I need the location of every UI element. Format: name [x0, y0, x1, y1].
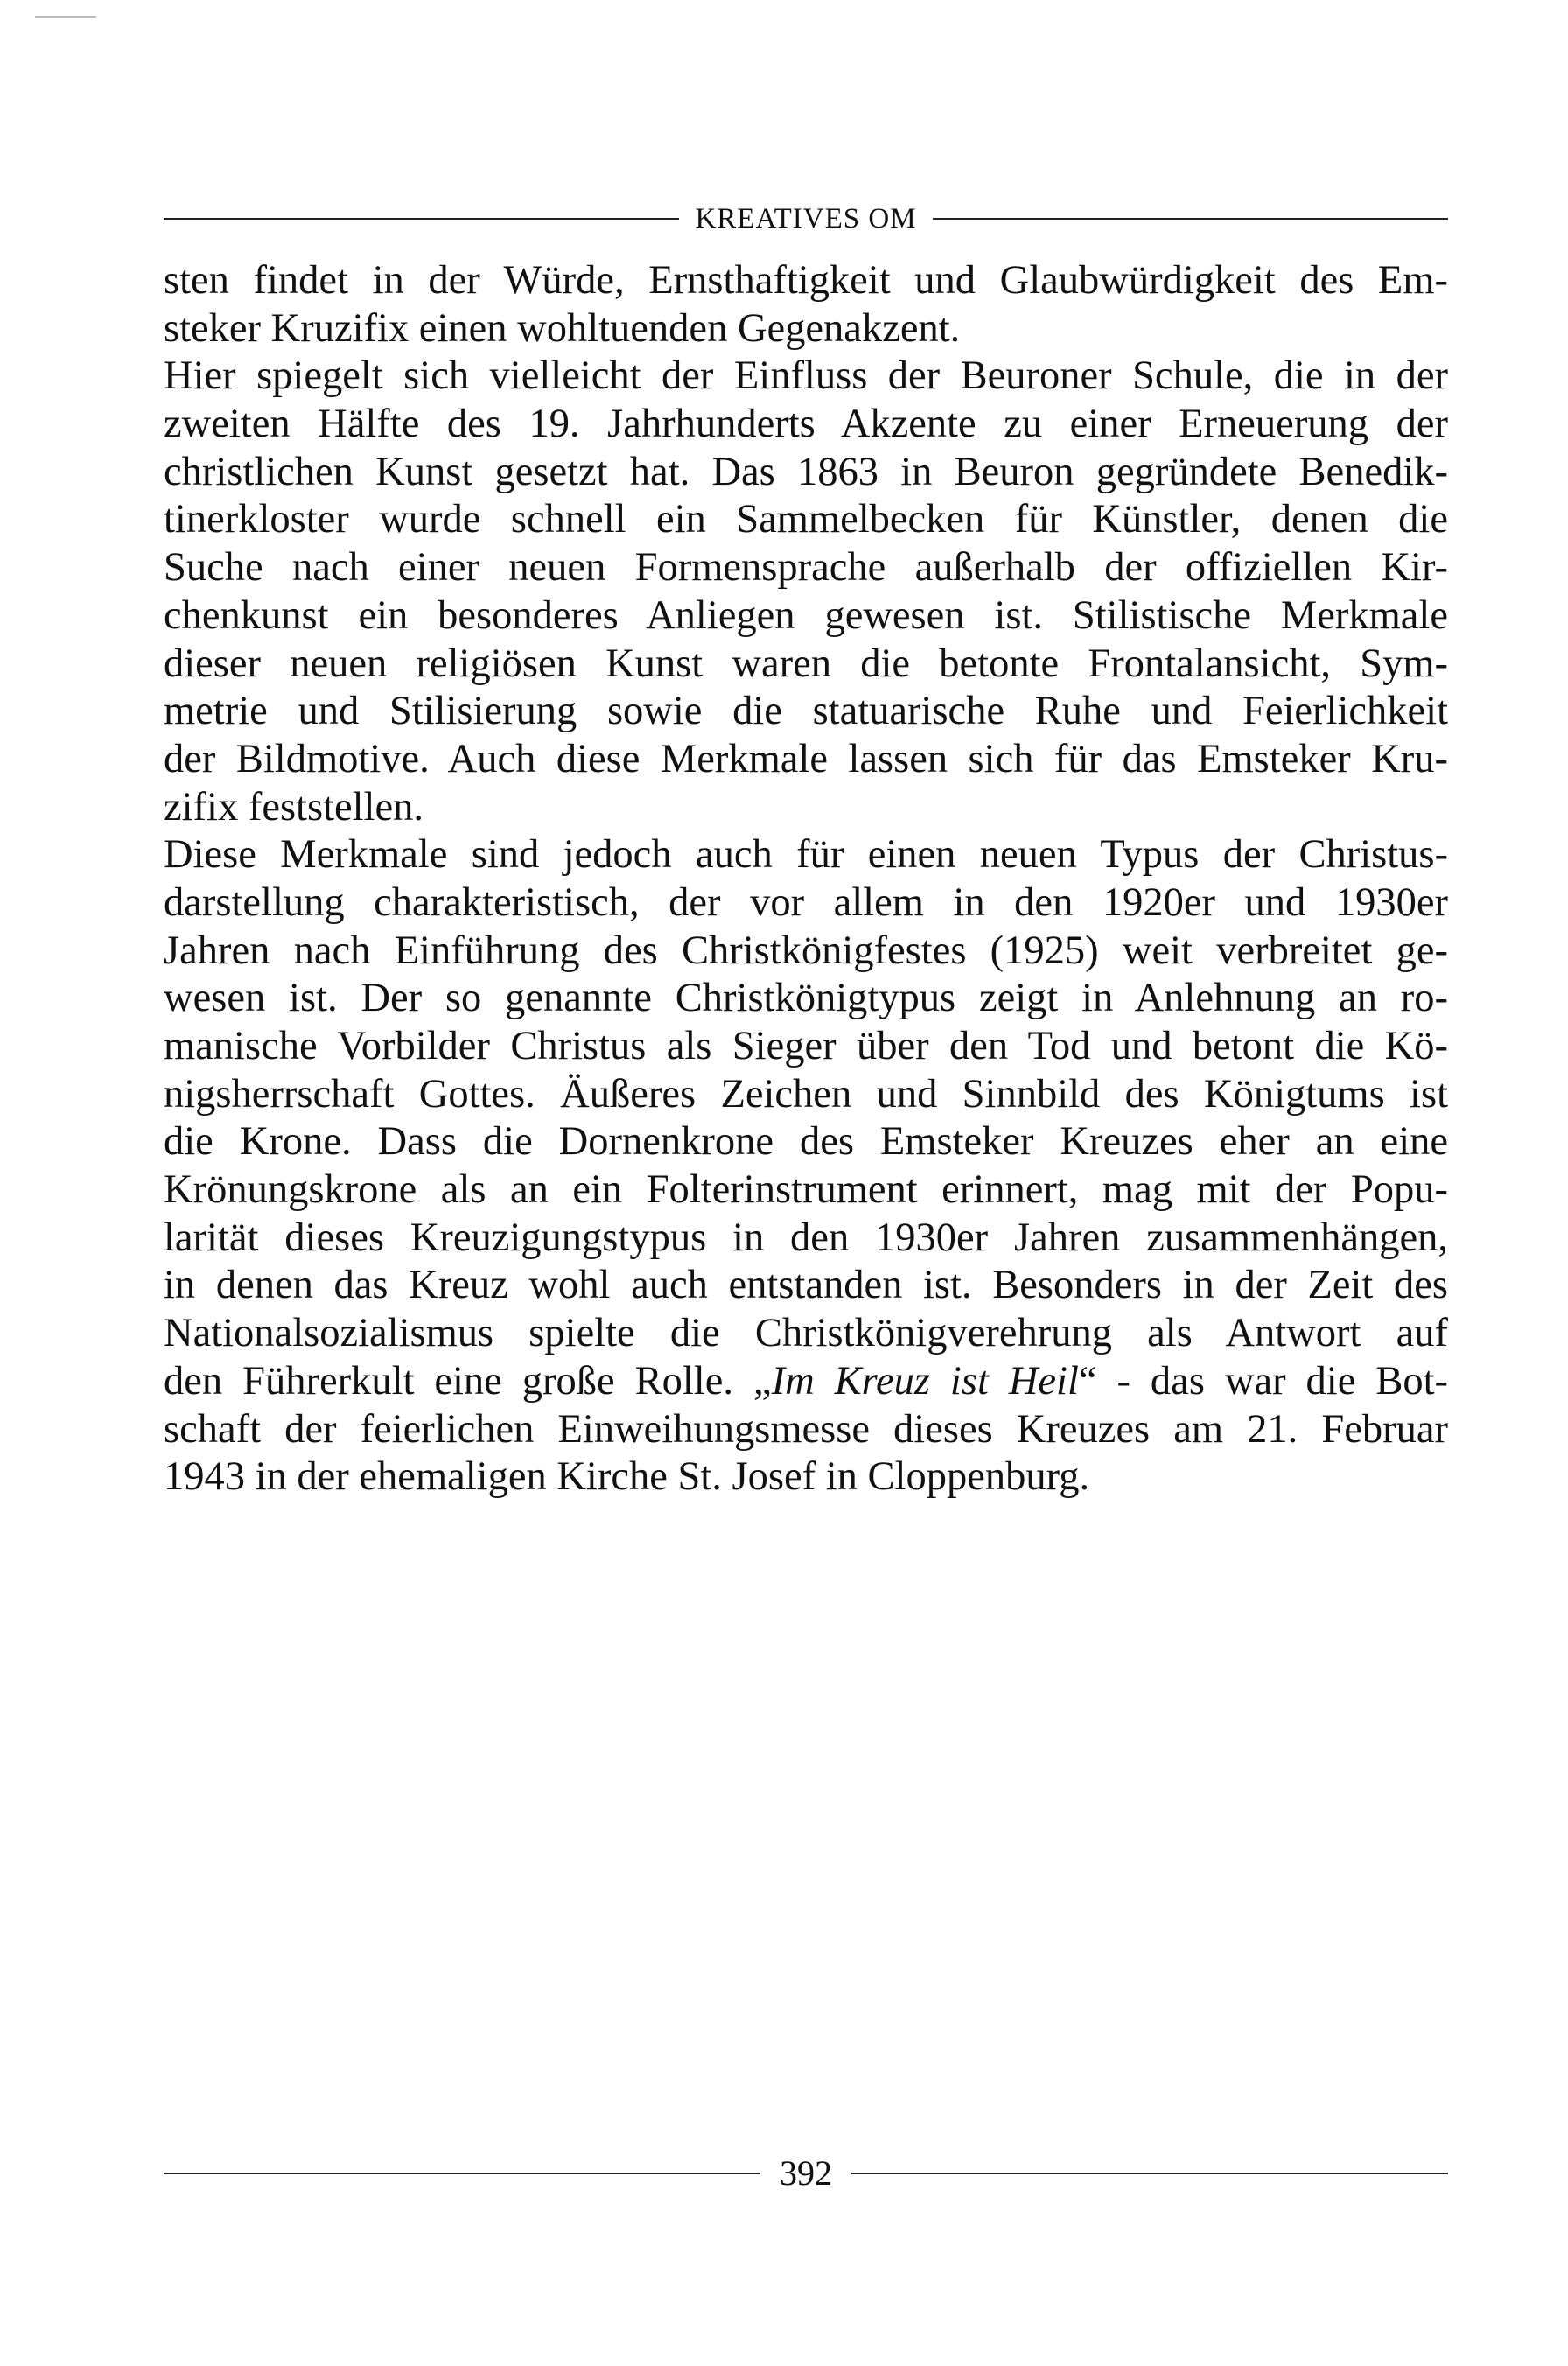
text-line: schaft der feierlichen Einweihungsmesse dieses Kreuzes am 21. Februar — [164, 1406, 1448, 1452]
italic-quote: Im Kreuz ist Heil — [771, 1358, 1079, 1404]
text-line: steker Kruzifix einen wohltuenden Gegenakzent. — [164, 305, 961, 351]
footer-rule-left — [164, 2173, 760, 2174]
header-rule-right — [933, 218, 1448, 220]
text-line: Suche nach einer neuen Formensprache außerhalb der offiziellen Kir- — [164, 545, 1448, 591]
quote-text-line — [164, 1358, 1448, 1406]
scan-corner-mark — [35, 16, 96, 18]
body-text — [164, 257, 1448, 1502]
running-header — [164, 201, 1448, 236]
text-line: tinerkloster wurde schnell ein Sammelbecken für Künstler, denen die — [164, 497, 1448, 542]
text-line: christlichen Kunst gesetzt hat. Das 1863 in Beuron gegründete Benedik- — [164, 449, 1448, 494]
text-line: larität dieses Kreuzigungstypus in den 1930er Jahren zusammenhängen, — [164, 1214, 1448, 1260]
text-line: manische Vorbilder Christus als Sieger über den Tod und betont die Kö- — [164, 1024, 1448, 1068]
text-line: wesen ist. Der so genannte Christkönigtypus zeigt in Anlehnung an ro- — [164, 976, 1448, 1021]
text-line: nigsherrschaft Gottes. Äußeres Zeichen und Sinnbild des Königtums ist — [164, 1071, 1448, 1116]
text-line: 1943 in der ehemaligen Kirche St. Josef in Cloppenburg. — [164, 1454, 1090, 1500]
text-line: der Bildmotive. Auch diese Merkmale lassen sich für das Emsteker Kru- — [164, 736, 1448, 781]
text-line: Hier spiegelt sich vielleicht der Einfluss der Beuroner Schule, die in der — [164, 354, 1448, 399]
quote-line-after: “ - das war die Bot- — [1078, 1358, 1448, 1404]
text-line: Nationalsozialismus spielte die Christkönigverehrung als Antwort auf — [164, 1311, 1448, 1356]
text-line: chenkunst ein besonderes Anliegen gewesen ist. Stilistische Merkmale — [164, 592, 1448, 638]
page-footer — [164, 2151, 1448, 2196]
footer-rule-right — [851, 2173, 1448, 2174]
text-line: darstellung charakteristisch, der vor allem in den 1920er und 1930er — [164, 879, 1448, 925]
text-line: zweiten Hälfte des 19. Jahrhunderts Akzente zu einer Erneuerung der — [164, 402, 1448, 447]
text-line: in denen das Kreuz wohl auch entstanden ist. Besonders in der Zeit des — [164, 1263, 1448, 1308]
header-rule-left — [164, 218, 679, 220]
page-number: 392 — [780, 2153, 832, 2193]
text-line: Krönungskrone als an ein Folterinstrument erinnert, mag mit der Popu- — [164, 1167, 1448, 1213]
text-line: die Krone. Dass die Dornenkrone des Emsteker Kreuzes eher an eine — [164, 1119, 1448, 1165]
text-line: Diese Merkmale sind jedoch auch für einen neuen Typus der Christus- — [164, 832, 1448, 878]
quote-line-before: den Führerkult eine große Rolle. „ — [164, 1358, 772, 1404]
text-line: metrie und Stilisierung sowie die statuarische Ruhe und Feierlichkeit — [164, 689, 1448, 734]
text-line: zifix feststellen. — [164, 784, 424, 830]
text-line: Jahren nach Einführung des Christkönigfestes (1925) weit verbreitet ge- — [164, 928, 1448, 973]
text-line: dieser neuen religiösen Kunst waren die betonte Frontalansicht, Sym- — [164, 640, 1448, 686]
text-line: sten findet in der Würde, Ernsthaftigkeit und Glaubwürdigkeit des Em- — [164, 258, 1448, 303]
running-title: KREATIVES OM — [695, 203, 917, 234]
